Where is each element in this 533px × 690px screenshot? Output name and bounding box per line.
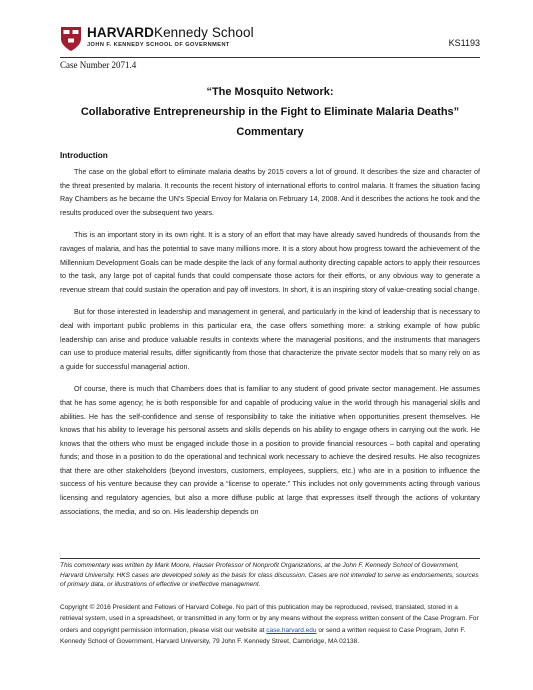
paragraph: The case on the global effort to eliminate malaria deaths by 2015 covers a lot of ground. It describes the size and character of the threat presented by malaria. It recounts the recent history of international efforts to control malaria. It frames the situation facing Ray Chambers as he became the UN’s Special Envoy for Malaria on February 14, 2008. And it describes the actions he took and the results produced over the subsequent two years. [60, 168, 480, 217]
paragraph: Of course, there is much that Chambers does that is familiar to any student of good private sector management. He assumes that he has some agency; he is both responsible for and capable of producing value in the world through his managerial skills and abilities. He has the self-confidence and sense of responsibility to take the initiative when opportunities present themselves. He knows that his ability to leverage his personal assets and skills depends on his ability to engage others in carrying out the work. He knows that the others who must be engaged include those in a position to provide financial resources – both capital and operating funds; and those in a position to do the operational and technical work necessary to achieve the desired results. He also recognizes that there are other stakeholders (beyond investors, customers, employees, suppliers, etc.) who are in a position to influence the success of his venture because they can provide a “license to operate.” This includes not only governments acting through various licensing and regulatory agencies, but also a more diffuse public at large that expresses itself through the actions of voluntary associations, the media, and so on. His leadership depends on [60, 385, 480, 516]
case-number: Case Number 2071.4 [60, 60, 137, 70]
paragraph: But for those interested in leadership and management in general, and particularly in the kind of leadership that is necessary to deal with important public problems in this particular era, the case offers something more: a striking example of how public leadership can arise and produce valuable results in contexts where the managerial positions, and the instruments that managers can use to produce material results, differ significantly from those that characterize the private sector models that so many rely on as a guide for successful managerial action. [60, 308, 480, 371]
header-rule [60, 57, 480, 58]
brand-subtitle: JOHN F. KENNEDY SCHOOL OF GOVERNMENT [87, 42, 230, 48]
section-heading: Introduction [60, 151, 108, 160]
footnote-rule [60, 558, 480, 559]
paragraph: This is an important story in its own right. It is a story of an effort that may have already saved hundreds of thousands from the ravages of malaria, and has the potential to save many millions more. It is a story about how progress toward the achievement of the Millennium Development Goals can be made despite the lack of any formal authority directing capable actors to apply their resources to the task, any large pot of capital funds that could compensate those actors for their efforts, or any obvious way to generate a revenue stream that could sustain the operation and pay off investors. In short, it is an inspiring story of value-creating social change. [60, 231, 480, 294]
page-header [60, 24, 480, 58]
title-line-1: “The Mosquito Network: [206, 86, 334, 98]
title-line-2: Collaborative Entrepreneurship in the Fight to Eliminate Malaria Deaths” [80, 106, 460, 118]
copyright-text: Copyright © 2016 President and Fellows of Harvard College. No part of this publication may be reproduced, revised, translated, stored in a retrieval system, used in a spreadsheet, or transmitted in any form or by any means without the express written consent of the Case Program. For orders and copyright permission information, please visit our website at [60, 604, 479, 634]
body-text [60, 166, 480, 528]
brand-logotype: HARVARDKennedy School [87, 25, 254, 40]
footnote: This commentary was written by Mark Moore, Hauser Professor of Nonprofit Organizations, at the John F. Kennedy School of Government, Harvard University. HKS cases are developed solely as the basis for class discussion. Cases are not intended to serve as endorsements, sources of primary data, or illustrations of effective or ineffective management. [60, 562, 479, 589]
copyright-text-end: or send a written request to Case Program, John F. Kennedy School of Government, Harvard University, 79 John F. Kennedy Street, Cambridge, MA 02138. [60, 626, 466, 646]
copyright-notice [60, 602, 480, 648]
title-line-3: Commentary [236, 126, 304, 138]
case-code: KS1193 [448, 38, 480, 48]
document-title-block [60, 82, 480, 142]
harvard-shield-icon [60, 26, 82, 52]
case-program-link[interactable]: case.harvard.edu [266, 626, 317, 634]
